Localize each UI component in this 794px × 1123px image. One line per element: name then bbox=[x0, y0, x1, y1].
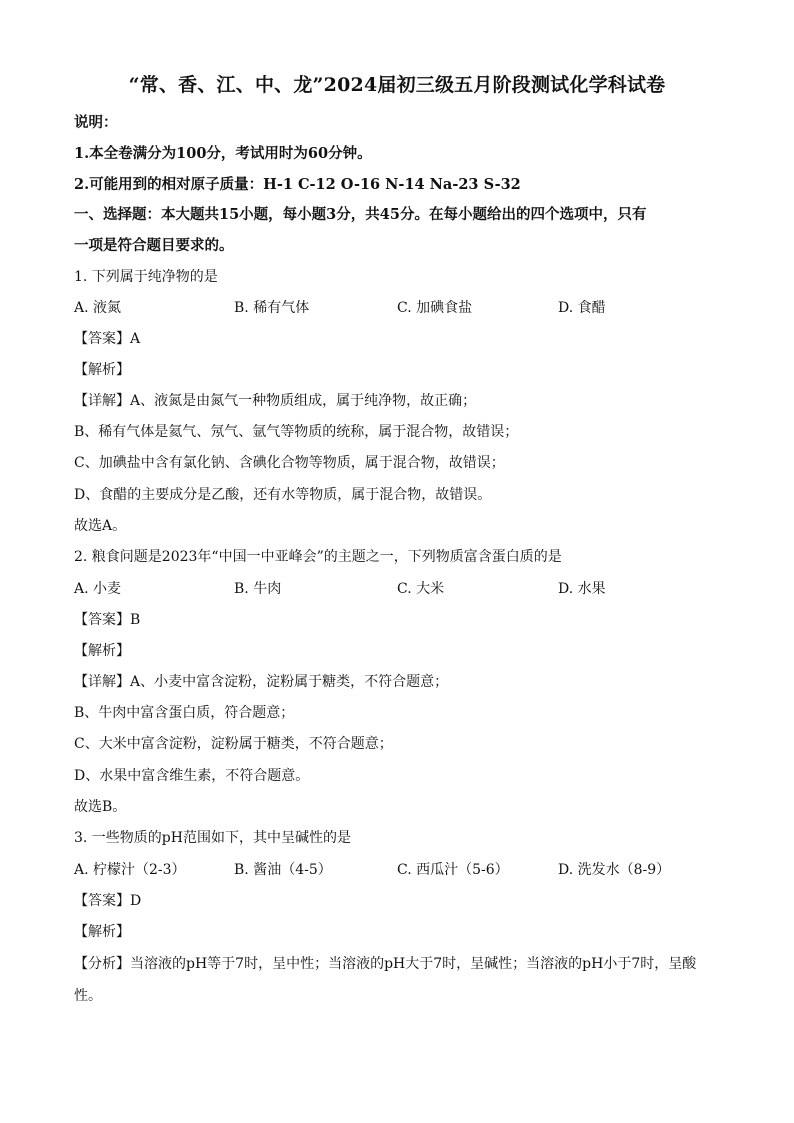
q2-analysis: 【解析】 bbox=[74, 643, 130, 659]
q1-analysis: 【解析】 bbox=[74, 362, 130, 378]
q1-detail-3: C、加碘盐中含有氯化钠、含碘化合物等物质，属于混合物，故错误； bbox=[74, 455, 505, 471]
q3-answer: 【答案】D bbox=[74, 893, 142, 909]
q3-detail-1: 【分析】当溶液的pH等于7时，呈中性；当溶液的pH大于7时，呈碱性；当溶液的pH小于7时，呈酸 bbox=[74, 956, 697, 972]
section-1-line-1: 一、选择题：本大题共15小题，每小题3分，共45分。在每小题给出的四个选项中，只有 bbox=[74, 206, 647, 223]
q2-conclusion: 故选B。 bbox=[74, 799, 127, 815]
q2-option-c: C. 大米 bbox=[397, 581, 445, 597]
q1-stem: 1. 下列属于纯净物的是 bbox=[74, 269, 218, 285]
q2-option-b: B. 牛肉 bbox=[234, 581, 282, 597]
q1-option-c: C. 加碘食盐 bbox=[397, 300, 473, 316]
q3-option-d: D. 洗发水（8-9） bbox=[558, 862, 671, 878]
q1-detail-2: B、稀有气体是氦气、氖气、氩气等物质的统称，属于混合物，故错误； bbox=[74, 424, 519, 440]
q2-option-a: A. 小麦 bbox=[74, 581, 122, 597]
q1-detail-4: D、食醋的主要成分是乙酸，还有水等物质，属于混合物，故错误。 bbox=[74, 487, 492, 503]
notes-line-1: 1.本全卷满分为100分，考试用时为60分钟。 bbox=[74, 145, 372, 162]
q3-stem: 3. 一些物质的pH范围如下，其中呈碱性的是 bbox=[74, 830, 351, 846]
q2-detail-4: D、水果中富含维生素，不符合题意。 bbox=[74, 768, 310, 784]
q3-option-b: B. 酱油（4-5） bbox=[234, 862, 332, 878]
q1-option-b: B. 稀有气体 bbox=[234, 300, 310, 316]
notes-heading: 说明： bbox=[74, 114, 118, 131]
notes-line-2: 2.可能用到的相对原子质量：H-1 C-12 O-16 N-14 Na-23 S-32 bbox=[74, 176, 521, 193]
section-1-line-2: 一项是符合题目要求的。 bbox=[74, 237, 234, 254]
q3-option-a: A. 柠檬汁（2-3） bbox=[74, 862, 186, 878]
exam-title: “常、香、江、中、龙”2024届初三级五月阶段测试化学科试卷 bbox=[128, 74, 666, 96]
q1-detail-1: 【详解】A、液氮是由氮气一种物质组成，属于纯净物，故正确； bbox=[74, 393, 477, 409]
q1-conclusion: 故选A。 bbox=[74, 518, 127, 534]
q2-detail-3: C、大米中富含淀粉，淀粉属于糖类，不符合题意； bbox=[74, 736, 393, 752]
q2-stem: 2. 粮食问题是2023年“中国一中亚峰会”的主题之一，下列物质富含蛋白质的是 bbox=[74, 549, 562, 565]
q2-detail-2: B、牛肉中富含蛋白质，符合题意； bbox=[74, 705, 295, 721]
q1-option-a: A. 液氮 bbox=[74, 300, 122, 316]
q2-option-d: D. 水果 bbox=[558, 581, 606, 597]
q1-option-d: D. 食醋 bbox=[558, 300, 606, 316]
q3-analysis: 【解析】 bbox=[74, 924, 130, 940]
q2-detail-1: 【详解】A、小麦中富含淀粉，淀粉属于糖类，不符合题意； bbox=[74, 674, 449, 690]
q3-option-c: C. 西瓜汁（5-6） bbox=[397, 862, 509, 878]
q1-answer: 【答案】A bbox=[74, 331, 141, 347]
q2-answer: 【答案】B bbox=[74, 612, 141, 628]
q3-detail-2: 性。 bbox=[74, 988, 102, 1004]
